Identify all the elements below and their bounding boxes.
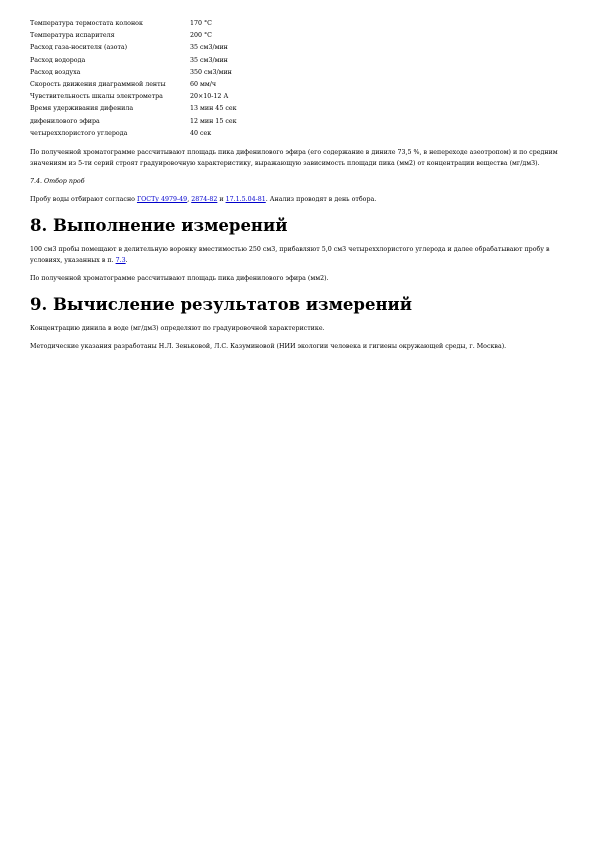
parameter-label: Расход воздуха xyxy=(30,68,81,76)
parameter-row xyxy=(30,42,237,54)
gost-2874-link[interactable]: 2874-82 xyxy=(191,196,218,204)
parameter-label: Время удерживания дифенила xyxy=(30,105,134,113)
parameter-value: 35 см3/мин xyxy=(190,44,228,52)
parameter-row xyxy=(30,103,237,115)
parameter-row xyxy=(30,30,237,42)
parameters-table-body xyxy=(30,18,237,140)
parameter-label: Скорость движения диаграммной ленты xyxy=(30,81,166,89)
parameter-label: Температура термостата колонок xyxy=(30,20,143,27)
parameter-label: Температура испарителя xyxy=(30,32,115,40)
parameter-value: 35 см3/мин xyxy=(190,56,228,64)
parameter-row xyxy=(30,128,237,140)
document-page xyxy=(30,18,565,352)
sampling-separator-2: и xyxy=(217,196,226,204)
concentration-paragraph: Концентрацию динила в воде (мг/дм3) определяют по градуировочной характеристике. xyxy=(30,325,325,333)
measurement-text-before: 100 см3 пробы помещают в делительную воронку вместимостью 250 см3, прибавляют 5,0 см3 четыреххлористого углерода и далее обрабатывают пробу в условиях, указанных в п. xyxy=(30,246,550,265)
parameter-label: Расход газа-носителя (азота) xyxy=(30,44,128,52)
parameter-row xyxy=(30,18,237,30)
measurement-paragraph xyxy=(30,244,565,266)
parameter-value: 12 мин 15 сек xyxy=(190,117,237,125)
sampling-text-after: . Анализ проводят в день отбора. xyxy=(265,196,377,204)
parameters-table xyxy=(30,18,237,140)
authors-paragraph: Методические указания разработаны Н.Л. Зеньковой, Л.С. Казуминовой (НИИ экологии человека и гигиены окружающей среды, г. Москва). xyxy=(30,343,507,351)
parameter-row xyxy=(30,116,237,128)
parameter-value: 13 мин 45 сек xyxy=(190,105,237,113)
sampling-separator-1: , xyxy=(187,196,192,204)
parameter-row xyxy=(30,79,237,91)
sampling-text-before: Пробу воды отбирают согласно xyxy=(30,196,137,204)
parameter-row xyxy=(30,55,237,67)
parameter-row xyxy=(30,91,237,103)
gost-17-1-5-04-link[interactable]: 17.1.5.04-81 xyxy=(225,196,266,204)
parameter-label: четыреххлористого углерода xyxy=(30,129,128,137)
gost-4979-link[interactable]: ГОСТу 4979-49 xyxy=(136,196,188,204)
section-9-heading: 9. Вычисление результатов измерений xyxy=(30,295,413,315)
calibration-paragraph: По полученной хроматограмме рассчитывают площадь пика дифенилового эфира (его содержание в динилe 73,5 %, в непереходе азеотропом) и по средним значениям из 5-ти серий строят градуировочную характеристику, выражающую зависимость площади пика (мм2) от концентрации вещества (мг/дм3). xyxy=(30,149,558,168)
section-7-3-link[interactable]: 7.3 xyxy=(115,257,126,265)
sampling-paragraph xyxy=(30,194,565,205)
parameter-value: 60 мм/ч xyxy=(190,81,217,89)
parameter-value: 170 °С xyxy=(190,20,212,27)
parameter-row xyxy=(30,67,237,79)
parameter-label: Расход водорода xyxy=(30,56,86,64)
parameter-value: 20×10-12 А xyxy=(190,93,229,101)
section-7-4-title: 7.4. Отбор проб xyxy=(30,178,85,186)
parameter-label: дифенилового эфира xyxy=(30,117,100,125)
peak-area-paragraph: По полученной хроматограмме рассчитывают площадь пика дифенилового эфира (мм2). xyxy=(30,275,329,283)
parameter-value: 200 °С xyxy=(190,32,212,40)
section-8-heading: 8. Выполнение измерений xyxy=(30,216,288,236)
measurement-text-after: . xyxy=(125,257,128,265)
parameter-value: 350 см3/мин xyxy=(190,68,232,76)
parameter-label: Чувствительность шкалы электрометра xyxy=(30,93,163,101)
parameter-value: 40 сек xyxy=(190,129,212,137)
